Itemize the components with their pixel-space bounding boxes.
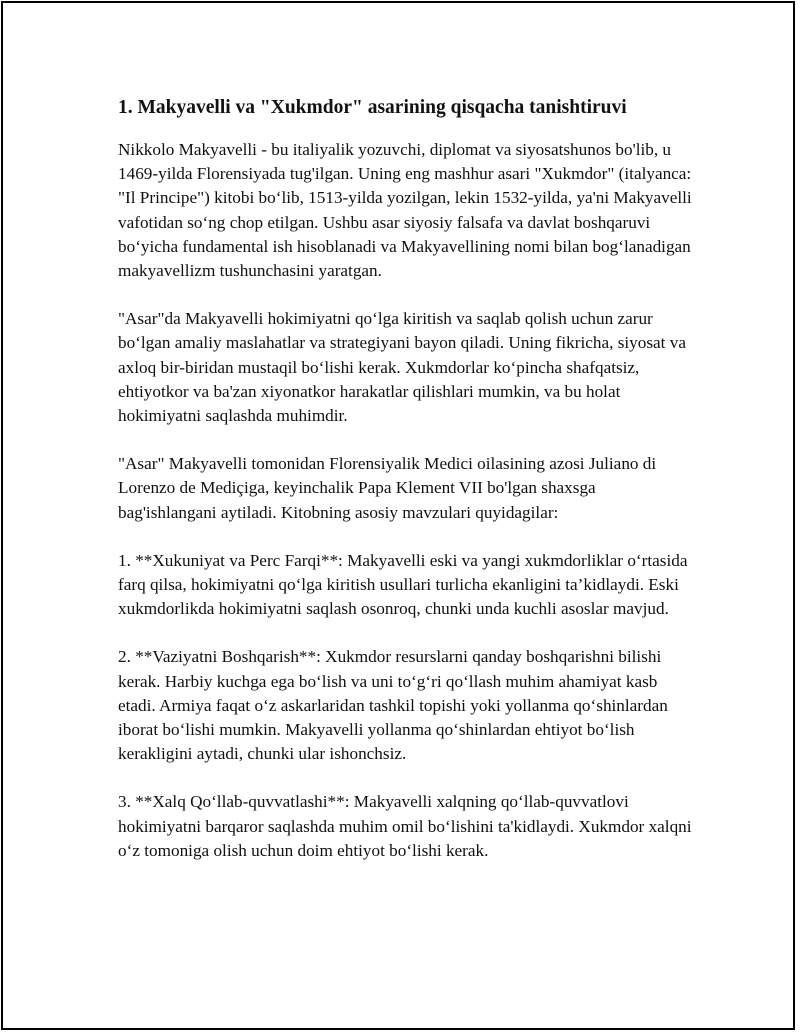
document-body — [118, 94, 693, 887]
list-item-3: 3. **Xalq Qo‘llab-quvvatlashi**: Makyavelli xalqning qo‘llab-quvvatlovi hokimiyatni barqaror saqlashda muhim omil bo‘lishini ta'kidlaydi. Xukmdor xalqni o‘z tomoniga olish uchun doim ehtiyot bo‘lishi kerak. — [118, 792, 692, 860]
paragraph-summary: "Asar"da Makyavelli hokimiyatni qo‘lga kiritish va saqlab qolish uchun zarur bo‘lgan amaliy maslahatlar va strategiyani bayon qiladi. Uning fikricha, siyosat va axloq bir-biridan mustaqil bo‘lishi kerak. Xukmdorlar ko‘pincha shafqatsiz, ehtiyotkor va ba'zan xiyonatkor harakatlar qilishlari mumkin, va bu holat hokimiyatni saqlashda muhimdir. — [118, 309, 686, 426]
paragraph-dedication: "Asar" Makyavelli tomonidan Florensiyalik Medici oilasining azosi Juliano di Lorenzo de Mediçiga, keyinchalik Papa Klement VII bo'lgan shaxsga bag'ishlangani aytiladi. Kitobning asosiy mavzulari quyidagilar: — [118, 454, 657, 522]
paragraph-intro: Nikkolo Makyavelli - bu italiyalik yozuvchi, diplomat va siyosatshunos bo'lib, u 1469-yilda Florensiyada tug'ilgan. Uning eng mashhur asari "Xukmdor" (italyanca: "Il Principe") kitobi bo‘lib, 1513-yilda yozilgan, lekin 1532-yilda, ya'ni Makyavelli vafotidan so‘ng chop etilgan. Ushbu asar siyosiy falsafa va davlat boshqaruvi bo‘yicha fundamental ish hisoblanadi va Makyavellining nomi bilan bog‘lanadigan makyavellizm tushunchasini yaratgan. — [118, 140, 692, 281]
list-item-1: 1. **Xukuniyat va Perc Farqi**: Makyavelli eski va yangi xukmdorliklar o‘rtasida farq qilsa, hokimiyatni qo‘lga kiritish usullari turlicha ekanligini ta’kidlaydi. Eski xukmdorlikda hokimiyatni saqlash osonroq, chunki unda kuchli asoslar mavjud. — [118, 550, 688, 619]
document-title: 1. Makyavelli va "Xukmdor" asarining qisqacha tanishtiruvi — [118, 97, 627, 118]
list-item-2: 2. **Vaziyatni Boshqarish**: Xukmdor resurslarni qanday boshqarishni bilishi kerak. Harbiy kuchga ega bo‘lish va uni to‘g‘ri qo‘llash muhim ahamiyat kasb etadi. Armiya faqat o‘z askarlaridan tashkil topishi yoki yollanma qo‘shinlardan iborat bo‘lishi mumkin. Makyavelli yollanma qo‘shinlardan ehtiyot bo‘lish kerakligini aytadi, chunki ular ishonchsiz. — [118, 647, 668, 764]
